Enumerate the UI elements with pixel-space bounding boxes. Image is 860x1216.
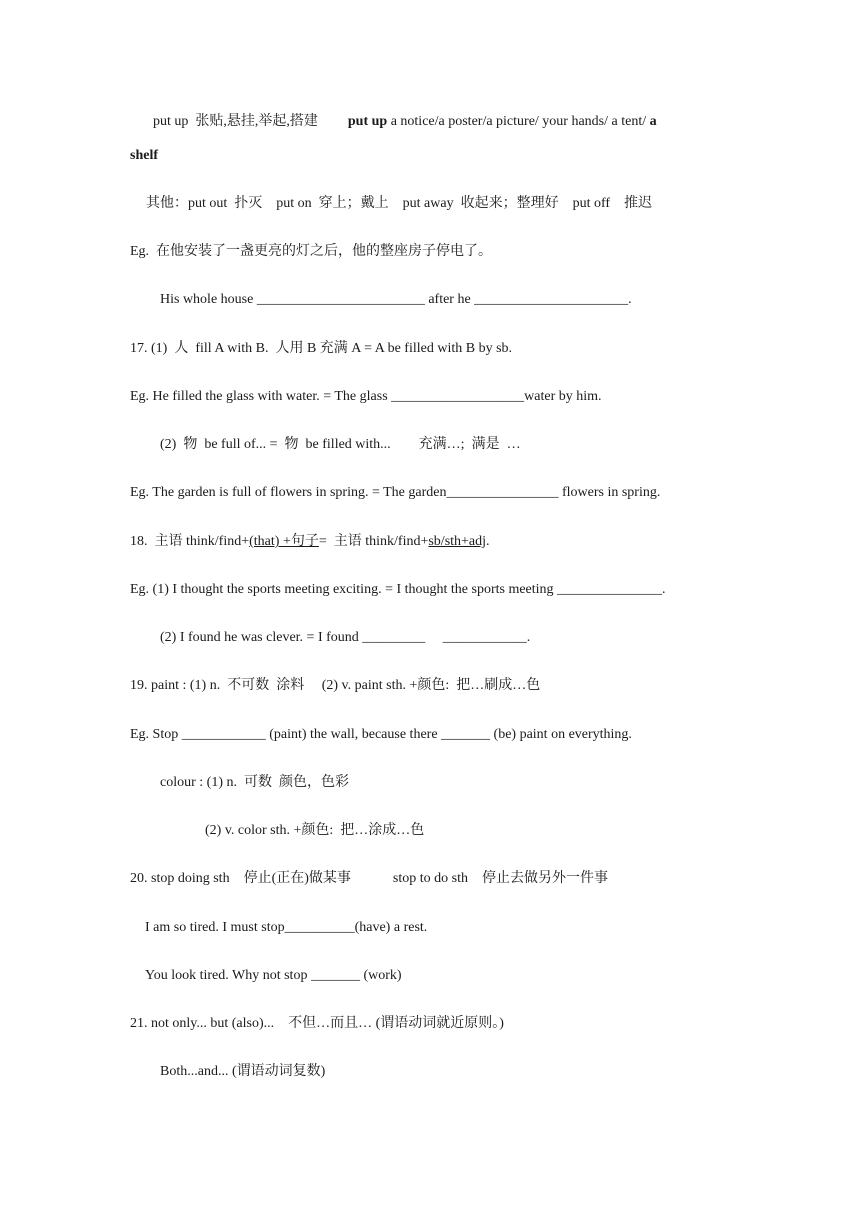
example-glass: Eg. He filled the glass with water. = The glass ___________________water by him. xyxy=(130,389,602,404)
example-clever: (2) I found he was clever. = I found _________ ____________. xyxy=(160,630,531,645)
item-18-underlined-adj: sb/sth+adj xyxy=(428,534,487,549)
example-garden: Eg. The garden is full of flowers in spring. = The garden________________ flowers in spring. xyxy=(130,485,661,500)
item-17-heading: 17. (1) 人 fill A with B. 人用 B 充满 A = A be filled with B by sb. xyxy=(130,341,513,356)
item-19-heading: 19. paint : (1) n. 不可数 涂料 (2) v. paint sth. +颜色: 把…刷成…色 xyxy=(130,678,541,693)
item-21-heading: 21. not only... but (also)... 不但…而且… (谓语动词就近原则。) xyxy=(130,1016,504,1031)
example-chinese: Eg. 在他安装了一盏更亮的灯之后，他的整座房子停电了。 xyxy=(130,244,493,259)
put-up-bold-a: a xyxy=(649,114,657,129)
item-18-period: . xyxy=(486,534,490,549)
colour-verb: (2) v. color sth. +颜色: 把…涂成…色 xyxy=(205,823,425,838)
put-up-examples: a notice/a poster/a picture/ your hands/ a tent/ xyxy=(387,114,650,129)
item-18-part-c: = 主语 think/find+ xyxy=(318,534,429,549)
example-sports-meeting: Eg. (1) I thought the sports meeting exciting. = I thought the sports meeting _______________. xyxy=(130,582,666,597)
put-up-line xyxy=(153,113,657,131)
item-18-heading xyxy=(130,533,490,551)
colour-noun: colour : (1) n. 可数 颜色，色彩 xyxy=(160,775,349,790)
shelf-word: shelf xyxy=(130,148,158,163)
both-and-note: Both...and... (谓语动词复数) xyxy=(160,1064,326,1079)
example-blank-house: His whole house ________________________ after he ______________________. xyxy=(160,292,632,307)
example-paint: Eg. Stop ____________ (paint) the wall, because there _______ (be) paint on everything. xyxy=(130,727,632,742)
example-rest: I am so tired. I must stop__________(have) a rest. xyxy=(145,920,428,935)
other-phrases: 其他：put out 扑灭 put on 穿上；戴上 put away 收起来；整理好 put off 推迟 xyxy=(146,196,653,211)
item-18-part-a: 18. 主语 think/find+ xyxy=(130,534,250,549)
item-18-underlined-clause: (that) +句子 xyxy=(249,534,319,549)
item-17-part-2: (2) 物 be full of... = 物 be filled with... 充满…; 满是 … xyxy=(160,437,521,452)
put-up-bold: put up xyxy=(347,114,388,129)
put-up-meaning: put up 张贴,悬挂,举起,搭建 xyxy=(153,114,318,129)
item-20-heading: 20. stop doing sth 停止(正在)做某事 stop to do sth 停止去做另外一件事 xyxy=(130,871,608,886)
example-work: You look tired. Why not stop _______ (work) xyxy=(145,968,402,983)
